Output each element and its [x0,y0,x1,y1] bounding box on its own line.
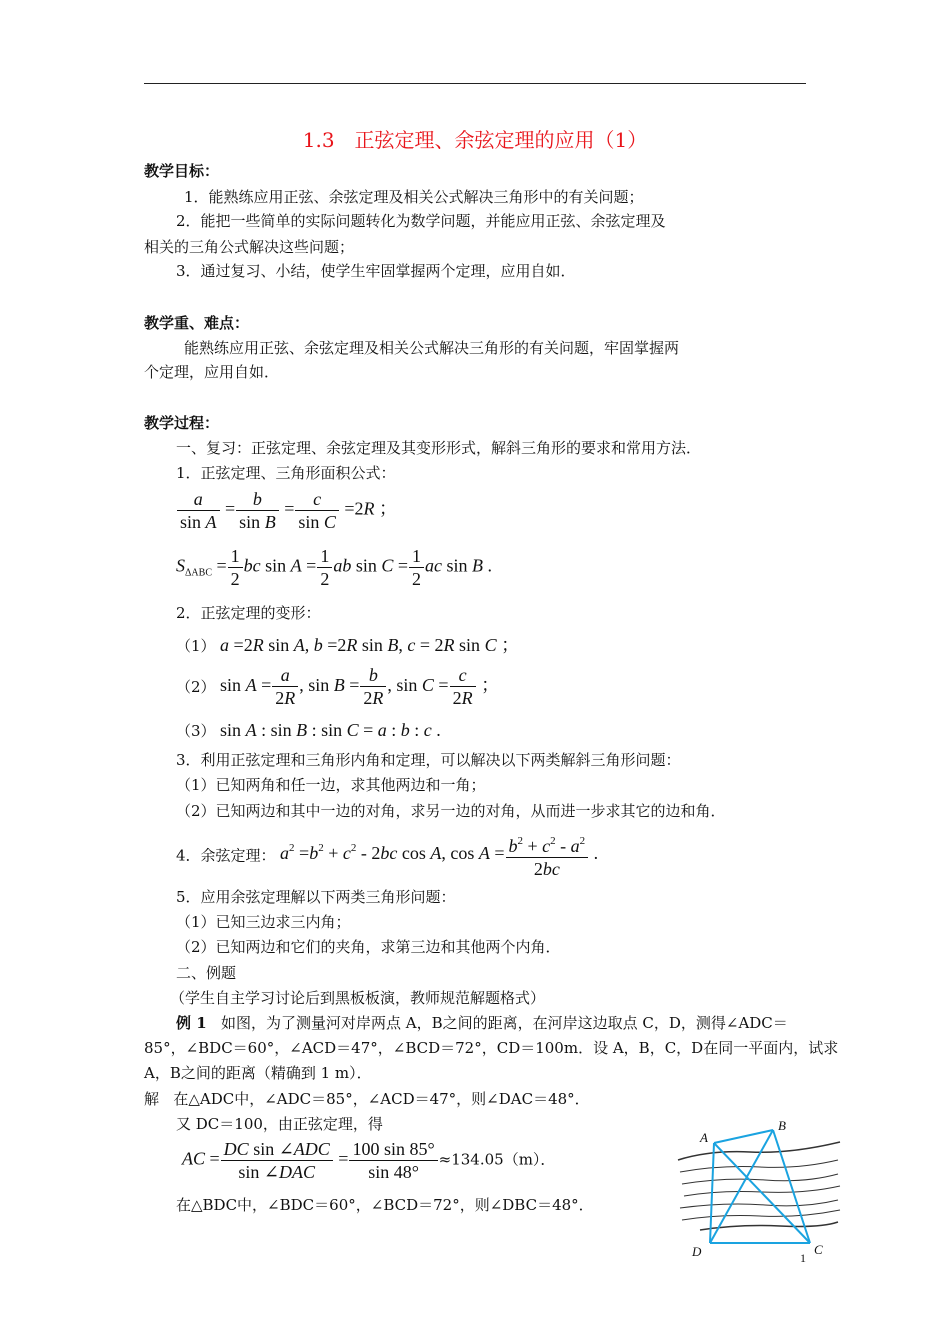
review-line: 一、复习：正弦定理、余弦定理及其变形形式，解斜三角形的要求和常用方法． [176,439,702,457]
example-1-label: 例 1 [176,1014,207,1032]
section-4: 4．余弦定理： $a^2 =b^2 + c^2 - 2bc$ cos A, cos A = $\frac{b^2 + c^2 - a^2}{2bc}$ . [176,830,598,880]
section-1: 1．正弦定理、三角形面积公式： [176,464,396,482]
section-2: 2．正弦定理的变形： [176,604,321,622]
page-number: 1 [800,1251,806,1265]
goal-item-2-cont: 相关的三角公式解决这些问题； [144,238,355,256]
example-note: （学生自主学习讨论后到黑板板演，教师规范解题格式） [170,989,546,1007]
goal-item-2: 2．能把一些简单的实际问题转化为数学问题，并能应用正弦、余弦定理及 [176,212,666,230]
example-1-line-2: 85°，∠BDC＝60°，∠ACD＝47°，∠BCD＝72°，CD＝100m．设 A，B，C，D在同一平面内，试求 [144,1039,839,1057]
section-4-label: 4．余弦定理： [176,846,276,865]
section-3: 3．利用正弦定理和三角形内角和定理，可以解决以下两类解斜三角形问题： [176,751,681,769]
example-1-line-1 [176,1012,788,1033]
goals-heading: 教学目标： [144,162,220,180]
river-figure [670,1110,845,1270]
page-title: 1.3 正弦定理、余弦定理的应用（1） [302,128,648,152]
section-3-b: （2）已知两边和其中一边的对角，求另一边的对角，从而进一步求其它的边和角． [176,802,726,820]
section-3-a: （1）已知两角和任一边，求其他两边和一角； [176,776,486,794]
variant-2-label: （2） [176,678,216,697]
process-heading: 教学过程： [144,414,220,432]
solution-text-1: 在△ADC中，∠ADC＝85°，∠ACD＝47°，则∠DAC＝48°． [173,1090,590,1108]
solution-line-2: 又 DC＝100，由正弦定理，得 [176,1115,383,1133]
example-1-text-1: 如图，为了测量河对岸两点 A，B之间的距离，在河岸这边取点 C，D，测得∠ADC＝ [220,1014,788,1032]
key-line-2: 个定理，应用自如． [144,363,280,381]
solution-ac-formula: AC = $\frac{\text{DC sin ∠ADC}}{\text{sin ∠DAC}}$ = $\frac{100 \sin 85^\circ}{\sin 48^\circ}$ ≈134.05（m）． [182,1139,556,1182]
section-5-a: （1）已知三边求三内角； [176,913,351,931]
solution-label: 解 [144,1090,160,1108]
section-5: 5．应用余弦定理解以下两类三角形问题： [176,888,456,906]
area-formula: $S_{\Delta ABC}$ = $\frac{1}{2}$ bc sin A = $\frac{1}{2}$ ab sin C = $\frac{1}{2}$ ac sin B . [176,546,493,589]
variant-3: （3） sin A : sin B : sin C = a : b : c . [176,720,441,740]
example-heading: 二、例题 [176,964,237,982]
solution-ac-result: ≈134.05（m）． [438,1150,556,1169]
example-1-line-3: A，B之间的距离（精确到 1 m）． [144,1064,372,1082]
key-heading: 教学重、难点： [144,314,250,332]
variant-1: （1） a =2R sin A, b =2R sin B, c = 2R sin C ； [176,635,520,655]
section-5-b: （2）已知两边和它们的夹角，求第三边和其他两个内角． [176,938,561,956]
law-of-sines-formula: $\frac{a}{\text{sin A}}$ = $\frac{b}{\text{sin B}}$ = $\frac{c}{\text{sin C}}$ =2R ； [176,488,397,533]
figure-label-d: D [692,1244,702,1259]
header-rule [144,83,806,84]
variant-1-label: （1） [176,637,216,655]
figure-label-b: B [778,1118,786,1133]
variant-2: （2） sin A = $\frac{a}{2R}$ , sin B = $\frac{b}{2R}$ , sin C = $\frac{c}{2R}$ ； [176,665,500,708]
variant-3-label: （3） [176,722,216,740]
figure-label-a: A [700,1130,708,1145]
goal-item-1: 1．能熟练应用正弦、余弦定理及相关公式解决三角形中的有关问题； [184,188,644,206]
goal-item-3: 3．通过复习、小结，使学生牢固掌握两个定理，应用自如． [176,262,576,280]
solution-line-4: 在△BDC中，∠BDC＝60°，∠BCD＝72°，则∠DBC＝48°． [176,1196,594,1214]
key-line-1: 能熟练应用正弦、余弦定理及相关公式解决三角形的有关问题，牢固掌握两 [184,339,680,357]
solution-line-1 [144,1088,590,1109]
figure-label-c: C [814,1242,823,1257]
